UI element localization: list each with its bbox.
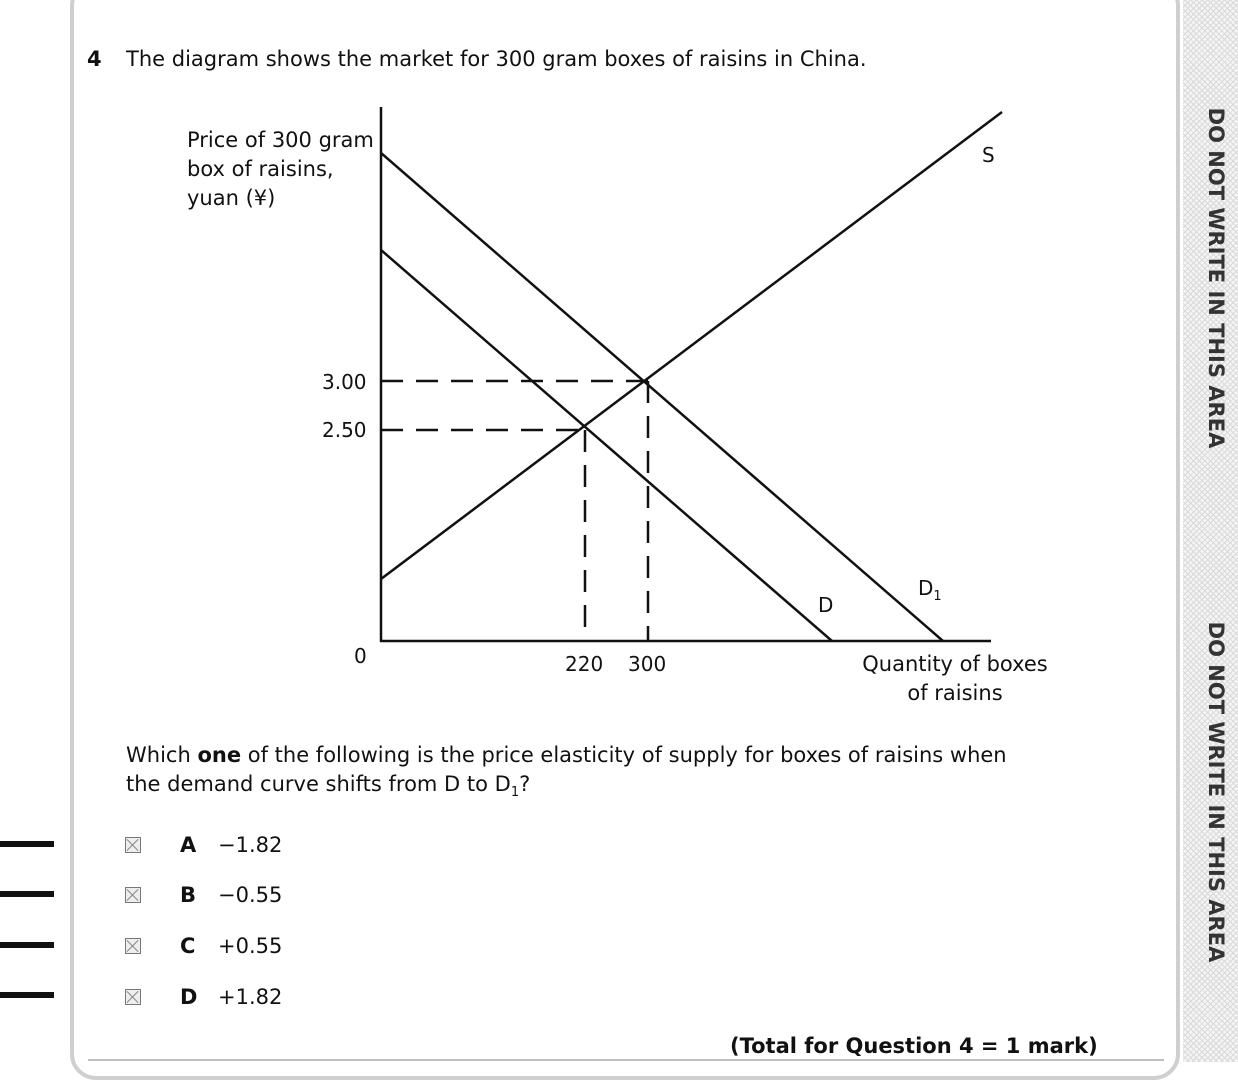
prompt-subscript: 1 — [510, 785, 520, 801]
margin-warning-bottom: DO NOT WRITE IN THIS AREA — [1204, 621, 1228, 963]
checkbox-icon[interactable] — [125, 837, 141, 853]
y-tick-2-50: 2.50 — [322, 418, 367, 442]
demand-label: D — [818, 593, 834, 617]
question-prompt-line-1 — [126, 741, 1026, 770]
margin-mark — [0, 992, 54, 998]
demand-curve-d — [381, 250, 832, 641]
supply-curve-s — [381, 112, 1002, 579]
question-prompt — [126, 741, 1026, 807]
demand-shifted-letter: D — [918, 576, 934, 600]
option-letter: D — [180, 985, 198, 1009]
option-a[interactable] — [125, 832, 283, 858]
checkbox-icon[interactable] — [125, 989, 141, 1005]
option-value: −1.82 — [218, 833, 283, 857]
option-value: +1.82 — [218, 985, 283, 1009]
y-axis-label-line: yuan (¥) — [187, 186, 276, 210]
option-b[interactable] — [125, 882, 283, 908]
x-tick-220: 220 — [565, 652, 604, 676]
prompt-text: the demand curve shifts from D to D — [126, 772, 511, 796]
x-tick-300: 300 — [628, 652, 667, 676]
option-letter: C — [180, 934, 196, 958]
option-d[interactable] — [125, 984, 283, 1010]
prompt-text: Which — [126, 743, 198, 767]
option-c[interactable] — [125, 933, 283, 959]
margin-mark — [0, 891, 54, 897]
option-letter: B — [180, 883, 197, 907]
y-axis-label-line: box of raisins, — [187, 157, 334, 181]
x-axis-label-line: of raisins — [907, 681, 1003, 705]
question-intro: The diagram shows the market for 300 gram boxes of raisins in China. — [126, 47, 867, 71]
y-axis-label-line: Price of 300 gram — [187, 128, 374, 152]
x-axis-label — [860, 650, 1050, 708]
y-tick-3-00: 3.00 — [322, 370, 367, 394]
margin-mark — [0, 841, 54, 847]
demand-curve-d1 — [381, 153, 943, 641]
origin-label: 0 — [354, 644, 367, 668]
option-letter: A — [180, 833, 197, 857]
demand-shifted-label — [918, 576, 942, 604]
option-value: −0.55 — [218, 883, 283, 907]
question-number: 4 — [87, 47, 102, 71]
checkbox-icon[interactable] — [125, 938, 141, 954]
supply-label: S — [982, 143, 995, 167]
x-axis-label-line: Quantity of boxes — [862, 652, 1048, 676]
margin-mark — [0, 942, 54, 948]
prompt-emphasis: one — [197, 743, 242, 767]
prompt-text: of the following is the price elasticity of supply for boxes of raisins when — [241, 743, 1007, 767]
prompt-text: ? — [519, 772, 531, 796]
question-prompt-line-2 — [126, 770, 1026, 807]
option-value: +0.55 — [218, 934, 283, 958]
margin-warning-top: DO NOT WRITE IN THIS AREA — [1204, 107, 1228, 449]
checkbox-icon[interactable] — [125, 887, 141, 903]
demand-shifted-subscript: 1 — [933, 589, 942, 604]
question-total-marks: (Total for Question 4 = 1 mark) — [730, 1034, 1098, 1058]
